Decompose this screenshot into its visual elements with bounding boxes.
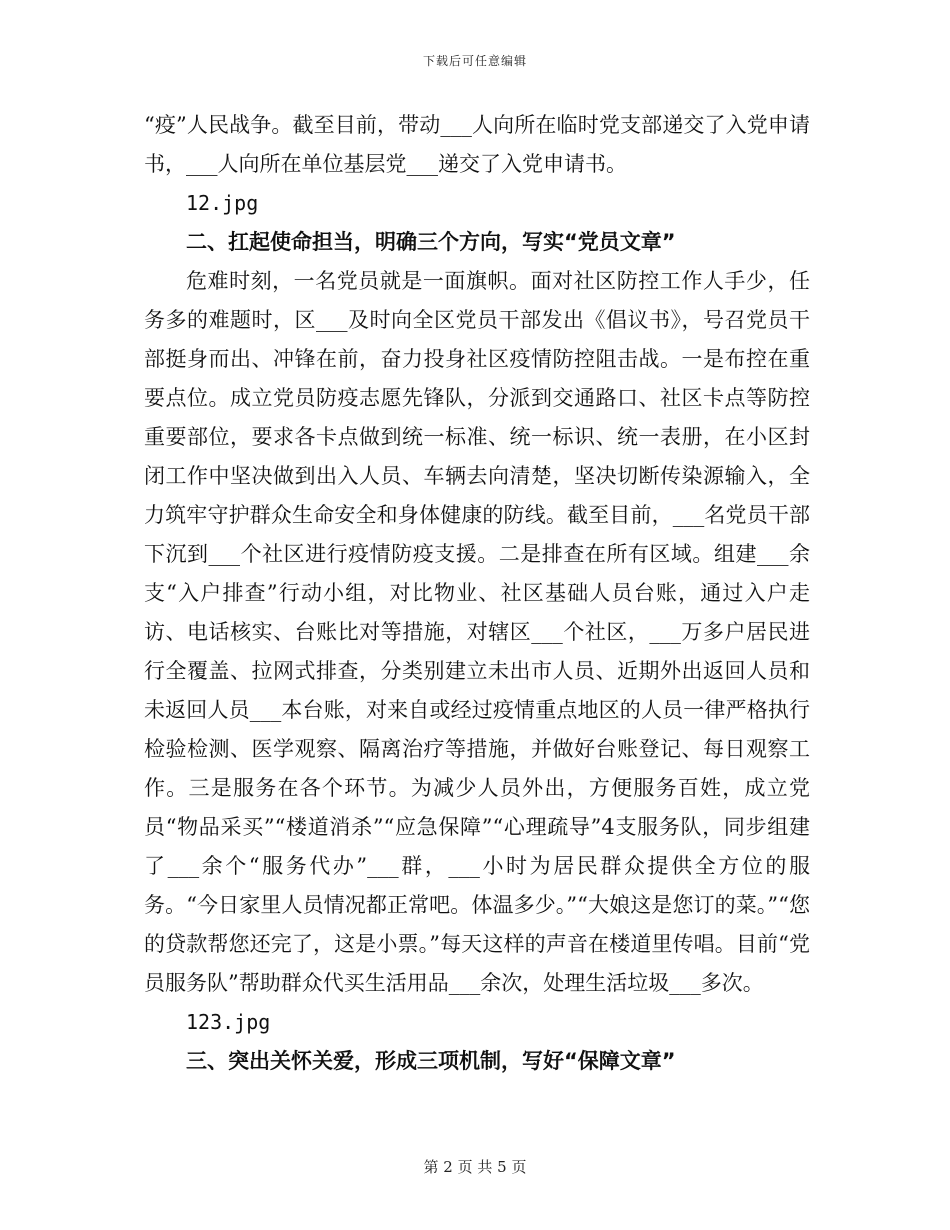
page-header: 下载后可任意编辑: [422, 54, 527, 68]
section-heading: 三、突出关怀关爱，形成三项机制，写好“保障文章”: [186, 1049, 676, 1073]
image-reference: 123.jpg: [186, 1010, 271, 1034]
document-body: [144, 106, 810, 1081]
image-reference: 12.jpg: [186, 191, 259, 215]
paragraph-continuation: “疫”人民战争。截至目前，带动___人向所在临时党支部递交了入党申请书，___人向所在单位基层党___递交了入党申请书。: [144, 113, 810, 176]
page-number: 第 2 页 共 5 页: [423, 1158, 527, 1176]
section-heading: 二、扛起使命担当，明确三个方向，写实“党员文章”: [186, 230, 676, 254]
paragraph-body: 危难时刻，一名党员就是一面旗帜。面对社区防控工作人手少，任务多的难题时，区___及时向全区党员干部发出《倡议书》，号召党员干部挺身而出、冲锋在前，奋力投身社区疫情防控阻击战。一是布控在重要点位。成立党员防疫志愿先锋队，分派到交通路口、社区卡点等防控重要部位，要求各卡点做到统一标准、统一标识、统一表册，在小区封闭工作中坚决做到出入人员、车辆去向清楚，坚决切断传染源输入，全力筑牢守护群众生命安全和身体健康的防线。截至目前，___名党员干部下沉到___个社区进行疫情防疫支援。二是排查在所有区域。组建___余支“入户排查”行动小组，对比物业、社区基础人员台账，通过入户走访、电话核实、台账比对等措施，对辖区___个社区，___万多户居民进行全覆盖、拉网式排查，分类别建立未出市人员、近期外出返回人员和未返回人员___本台账，对来自或经过疫情重点地区的人员一律严格执行检验检测、医学观察、隔离治疗等措施，并做好台账登记、每日观察工作。三是服务在各个环节。为减少人员外出，方便服务百姓，成立党员“物品采买”“楼道消杀”“应急保障”“心理疏导”4支服务队，同步组建了___余个“服务代办”___群，___小时为居民群众提供全方位的服务。“今日家里人员情况都正常吧。体温多少。”“大娘这是您订的菜。”“您的贷款帮您还完了，这是小票。”每天这样的声音在楼道里传唱。目前“党员服务队”帮助群众代买生活用品___余次，处理生活垃圾___多次。: [144, 269, 810, 995]
